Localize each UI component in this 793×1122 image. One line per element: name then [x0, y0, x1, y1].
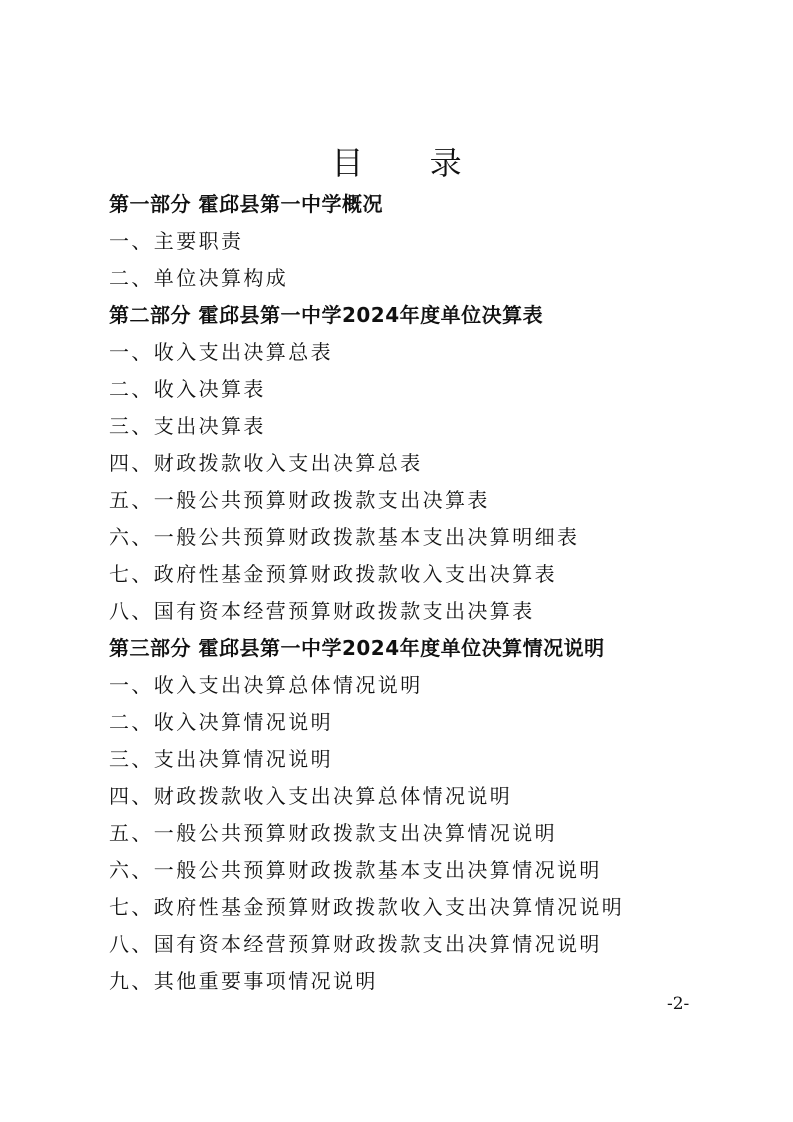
toc-item: 八、国有资本经营预算财政拨款支出决算表	[109, 599, 535, 623]
toc-item: 一、收入支出决算总表	[109, 340, 333, 364]
toc-item: 六、一般公共预算财政拨款基本支出决算情况说明	[109, 858, 602, 882]
toc-item: 五、一般公共预算财政拨款支出决算表	[109, 488, 490, 512]
toc-item: 六、一般公共预算财政拨款基本支出决算明细表	[109, 525, 580, 549]
toc-item: 四、财政拨款收入支出决算总体情况说明	[109, 784, 513, 808]
toc-item: 三、支出决算情况说明	[109, 747, 333, 771]
page-title: 目 录	[331, 144, 490, 182]
page-number: -2-	[667, 994, 690, 1014]
toc-part-1: 第一部分 霍邱县第一中学概况	[109, 192, 383, 216]
table-of-contents	[109, 186, 749, 1000]
toc-part-2: 第二部分 霍邱县第一中学2024年度单位决算表	[109, 303, 544, 327]
toc-item: 三、支出决算表	[109, 414, 266, 438]
toc-item: 二、收入决算情况说明	[109, 710, 333, 734]
toc-item: 七、政府性基金预算财政拨款收入支出决算情况说明	[109, 895, 625, 919]
toc-item: 一、主要职责	[109, 229, 244, 253]
toc-item: 八、国有资本经营预算财政拨款支出决算情况说明	[109, 932, 602, 956]
toc-item: 一、收入支出决算总体情况说明	[109, 673, 423, 697]
toc-item: 七、政府性基金预算财政拨款收入支出决算表	[109, 562, 557, 586]
toc-item: 二、单位决算构成	[109, 266, 289, 290]
toc-item: 五、一般公共预算财政拨款支出决算情况说明	[109, 821, 557, 845]
toc-item: 四、财政拨款收入支出决算总表	[109, 451, 423, 475]
toc-part-3: 第三部分 霍邱县第一中学2024年度单位决算情况说明	[109, 636, 605, 660]
toc-item: 二、收入决算表	[109, 377, 266, 401]
toc-item: 九、其他重要事项情况说明	[109, 969, 378, 993]
